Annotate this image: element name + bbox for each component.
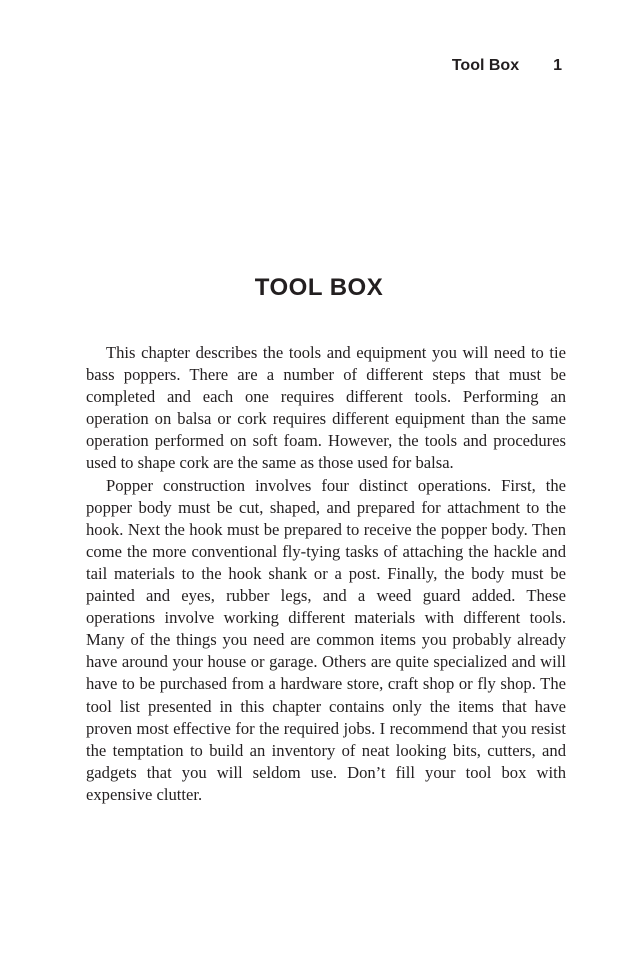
chapter-title: TOOL BOX (254, 274, 384, 301)
paragraph-intro: This chapter describes the tools and equipment you will need to tie bass poppers. There are a number of different steps that must be completed and each one requires different tools. Performing an operation on balsa or cork requires different equipment than the same operation performed on soft foam. However, the tools and procedures used to shape cork are the same as those used for balsa. (86, 343, 566, 473)
running-head (452, 57, 562, 75)
paragraph-operations: Popper construction involves four distinct operations. First, the popper body must be cut, shaped, and prepared for attachment to the hook. Next the hook must be prepared to receive the popper body. Then come the more conventional fly-tying tasks of attaching the hackle and tail materials to the hook shank or a post. Finally, the body must be painted and eyes, rubber legs, and a weed guard added. These operations involve working different materials with different tools. Many of the things you need are common items you probably already have around your house or garage. Others are quite specialized and will have to be purchased from a hardware store, craft shop or fly shop. The tool list presented in this chapter contains only the items that have proven most effective for the required jobs. I recommend that you resist the temptation to build an inventory of neat looking bits, cutters, and gadgets that you will seldom use. Don’t fill your tool box with expensive clutter. (86, 475, 566, 804)
chapter-body (86, 342, 566, 806)
page-number: 1 (553, 57, 562, 74)
running-head-title: Tool Box (451, 57, 520, 74)
